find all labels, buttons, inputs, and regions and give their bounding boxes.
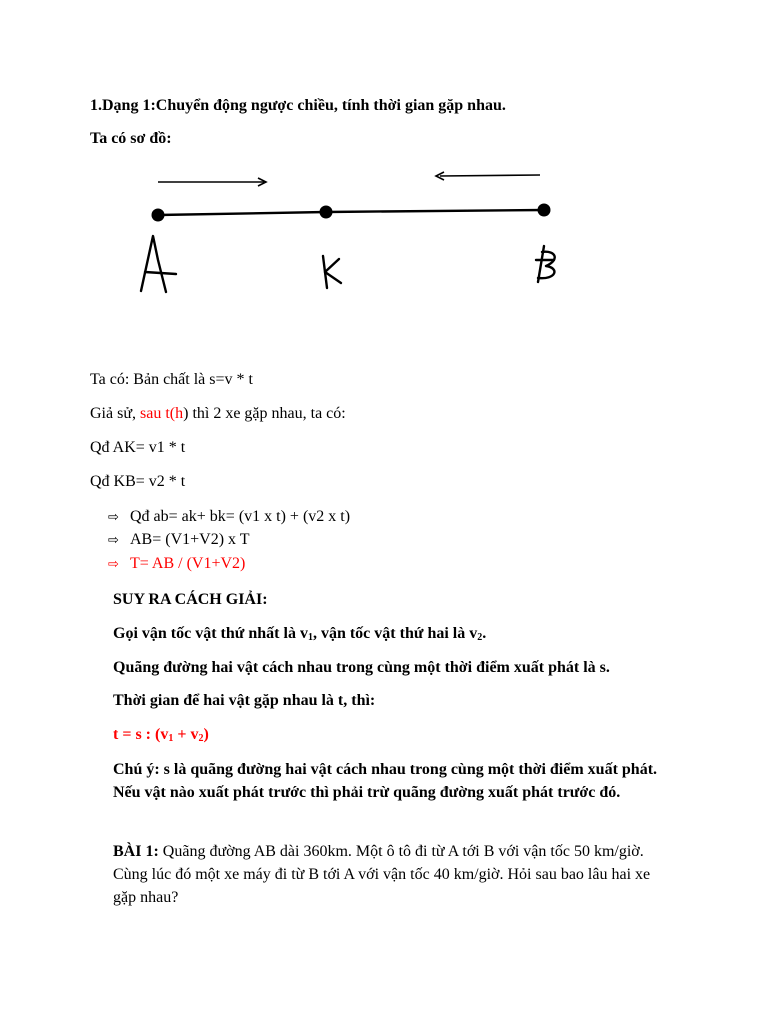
bullet-text: T= AB / (V1+V2) bbox=[130, 555, 246, 572]
arrow-left-icon bbox=[436, 172, 540, 180]
point-a bbox=[152, 209, 165, 222]
bullet-arrow-icon: ⇨ bbox=[108, 533, 119, 548]
bullet-t bbox=[108, 554, 245, 575]
motion-diagram bbox=[0, 160, 768, 310]
label-b-handwritten bbox=[536, 246, 555, 282]
arrow-right-icon bbox=[158, 178, 266, 186]
diagram-intro: Ta có sơ đồ: bbox=[90, 130, 172, 147]
line-ak: Qđ AK= v1 * t bbox=[90, 439, 186, 456]
exercise-label: BÀI 1: bbox=[113, 843, 159, 860]
label-k-handwritten bbox=[323, 256, 341, 288]
velocity-sub-1: 1 bbox=[307, 632, 313, 643]
solution-velocities bbox=[113, 624, 486, 648]
label-a-handwritten bbox=[141, 236, 176, 292]
velocity-text-2: , vận tốc vật thứ hai là v bbox=[312, 625, 478, 642]
assume-prefix: Giả sử, bbox=[90, 405, 140, 422]
assume-highlight: sau t(h bbox=[140, 405, 184, 422]
formula-part-2: + v bbox=[173, 726, 199, 743]
point-k bbox=[320, 206, 333, 219]
line-assume bbox=[90, 404, 346, 424]
velocity-text-3: . bbox=[482, 625, 487, 642]
bullet-ab bbox=[108, 530, 250, 551]
bullet-text: Qđ ab= ak+ bk= (v1 x t) + (v2 x t) bbox=[130, 508, 351, 525]
exercise-1 bbox=[113, 840, 669, 909]
bullet-arrow-icon: ⇨ bbox=[108, 510, 119, 525]
solution-distance: Quãng đường hai vật cách nhau trong cùng một thời điểm xuất phát là s. bbox=[113, 659, 610, 676]
assume-suffix: ) thì 2 xe gặp nhau, ta có: bbox=[183, 405, 346, 422]
point-b bbox=[538, 204, 551, 217]
bullet-sum bbox=[108, 507, 350, 528]
line-nature: Ta có: Bản chất là s=v * t bbox=[90, 371, 253, 388]
velocity-sub-2: 2 bbox=[477, 632, 483, 643]
solution-title: SUY RA CÁCH GIẢI: bbox=[113, 591, 268, 608]
bullet-arrow-icon: ⇨ bbox=[108, 557, 119, 572]
solution-note: Chú ý: s là quãng đường hai vật cách nhau trong cùng một thời điểm xuất phát. Nếu vật nào xuất phát trước thì phải trừ quãng đường xuất phát trước đó. bbox=[113, 761, 658, 801]
solution-formula bbox=[113, 725, 209, 749]
section-heading: 1.Dạng 1:Chuyển động ngược chiều, tính thời gian gặp nhau. bbox=[90, 97, 506, 114]
formula-part-3: ) bbox=[203, 726, 209, 743]
line-kb: Qđ KB= v2 * t bbox=[90, 473, 186, 490]
formula-sub-1: 1 bbox=[168, 733, 174, 744]
velocity-text-1: Gọi vận tốc vật thứ nhất là v bbox=[113, 625, 308, 642]
solution-time: Thời gian để hai vật gặp nhau là t, thì: bbox=[113, 692, 376, 709]
formula-part-1: t = s : (v bbox=[113, 726, 169, 743]
formula-sub-2: 2 bbox=[198, 733, 204, 744]
exercise-text: Quãng đường AB dài 360km. Một ô tô đi từ A tới B với vận tốc 50 km/giờ. Cùng lúc đó một xe máy đi từ B tới A với vận tốc 40 km/giờ. Hỏi sau bao lâu hai xe gặp nhau? bbox=[113, 843, 651, 906]
segment-line bbox=[158, 210, 544, 215]
bullet-text: AB= (V1+V2) x T bbox=[130, 531, 250, 548]
